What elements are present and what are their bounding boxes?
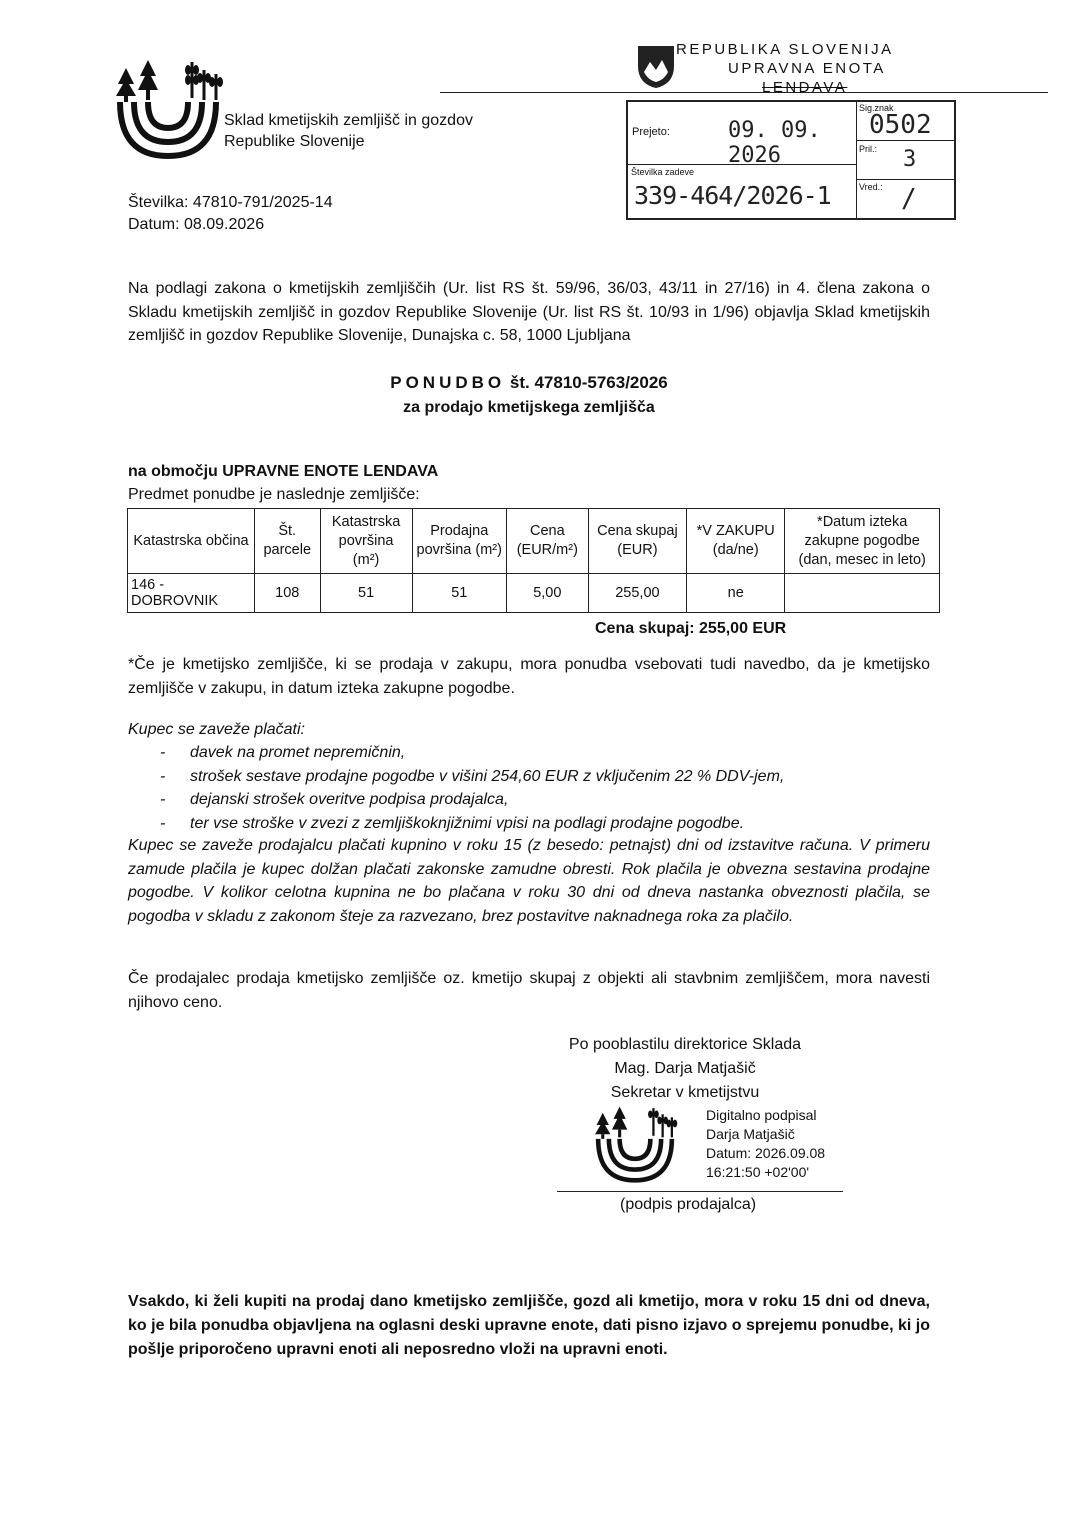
receipt-stamp	[626, 100, 956, 220]
lease-note: *Če je kmetijsko zemljišče, ki se prodaja v zakupu, mora ponudba vsebovati tudi navedbo, da je kmetijsko zemljišče v zakupu, in datum izteka zakupne pogodbe.	[128, 656, 930, 697]
stamp-cell-sig	[856, 101, 955, 141]
table-row	[128, 574, 940, 613]
total-price: Cena skupaj: 255,00 EUR	[595, 620, 787, 637]
stamp-vred-label: Vred.:	[859, 182, 883, 192]
land-table	[127, 508, 940, 613]
stamp-case-number: 339-464/2026-1	[634, 181, 831, 210]
header-divider	[440, 92, 1048, 93]
stamp-pril-label: Pril.:	[859, 144, 877, 154]
cell-sale-area: 51	[412, 574, 506, 613]
list-item: - davek na promet nepremičnin,	[160, 744, 406, 761]
buyer-obligations-list	[160, 741, 784, 835]
administrative-area: na območju UPRAVNE ENOTE LENDAVA	[128, 463, 439, 480]
authority-line2: UPRAVNA ENOTA	[728, 60, 886, 77]
objects-note: Če prodajalec prodaja kmetijsko zemljišče oz. kmetijo skupaj z objekti ali stavbnim zemljiščem, mora navesti njihovo ceno.	[128, 970, 930, 1011]
list-item: - dejanski strošek overitve podpisa prodajalca,	[160, 791, 509, 808]
coat-of-arms-icon	[636, 44, 676, 90]
stamp-cell-pril	[856, 140, 955, 180]
signature-line	[557, 1191, 843, 1192]
list-item-text: strošek sestave prodajne pogodbe v višini 254,60 EUR z vključenim 22 % DDV-jem,	[190, 767, 785, 785]
signature-name: Mag. Darja Matjašič	[614, 1060, 756, 1077]
column-header: Cena skupaj (EUR)	[588, 509, 686, 574]
column-header: *V ZAKUPU (da/ne)	[687, 509, 785, 574]
column-header: Katastrska občina	[128, 509, 255, 574]
organization-name-line2: Republike Slovenije	[224, 133, 365, 150]
offer-title	[128, 373, 930, 393]
stamp-received-date: 09. 09. 2026	[728, 118, 821, 168]
signature-line1: Po pooblastilu direktorice Sklada	[568, 1036, 802, 1053]
stamp-cell-case	[627, 164, 857, 219]
stamp-sig-label: Sig.znak	[859, 103, 894, 113]
document-reference	[128, 192, 333, 236]
authority-line1: REPUBLIKA SLOVENIJA	[676, 41, 894, 58]
signature-logo	[592, 1106, 678, 1184]
reference-number: Številka: 47810-791/2025-14	[128, 194, 333, 211]
cell-leased: ne	[687, 574, 785, 613]
authority-line3: LENDAVA	[762, 79, 848, 96]
offer-subtitle: za prodajo kmetijskega zemljišča	[403, 399, 655, 416]
organization-name-line1: Sklad kmetijskih zemljišč in gozdov	[224, 112, 473, 129]
reference-date: Datum: 08.09.2026	[128, 216, 265, 233]
list-item-text: davek na promet nepremičnin,	[190, 744, 406, 761]
stamp-cell-received	[627, 101, 857, 168]
cell-cadastral-area: 51	[320, 574, 412, 613]
digital-signature-line: Digitalno podpisal	[706, 1107, 817, 1123]
signature-caption: (podpis prodajalca)	[620, 1196, 757, 1213]
list-item: - ter vse stroške v zvezi z zemljiškoknjižnimi vpisi na podlagi prodajne pogodbe.	[160, 814, 745, 832]
stamp-case-label: Številka zadeve	[631, 167, 695, 177]
buyer-obligations-heading: Kupec se zaveže plačati:	[128, 721, 305, 738]
column-header: Katastrska površina (m²)	[320, 509, 412, 574]
cell-price-per-m2: 5,00	[506, 574, 588, 613]
final-notice: Vsakdo, ki želi kupiti na prodaj dano kmetijsko zemljišče, gozd ali kmetijo, mora v roku 15 dni od dneva, ko je bila ponudba objavljena na oglasni deski upravne enote, dati pisno izjavo o sprejemu ponudbe, ki jo pošlje priporočeno upravni enoti ali neposredno vloži na upravni enoti.	[128, 1293, 930, 1358]
signature-title: Sekretar v kmetijstvu	[610, 1084, 760, 1101]
digital-signature-line: Datum: 2026.09.08	[706, 1145, 826, 1161]
intro-paragraph: Na podlagi zakona o kmetijskih zemljiščih (Ur. list RS št. 59/96, 36/03, 43/11 in 27/16) in 4. člena zakona o Skladu kmetijskih zemljišč in gozdov Republike Slovenije (Ur. list RS št. 10/93 in 1/96) objavlja Sklad kmetijskih zemljišč in gozdov Republike Slovenije, Dunajska c. 58, 1000 Ljubljana	[128, 280, 930, 344]
cell-total-price: 255,00	[588, 574, 686, 613]
column-header: Prodajna površina (m²)	[412, 509, 506, 574]
cell-cadastral-municipality: 146 - DOBROVNIK	[128, 574, 255, 613]
payment-terms: Kupec se zaveže prodajalcu plačati kupnino v roku 15 (z besedo: petnajst) dni od izstavitve računa. V primeru zamude plačila je kupec dolžan plačati zakonske zamudne obresti. Rok plačila je obvezna sestavina prodajne pogodbe. V kolikor celotna kupnina ne bo plačana v roku 30 dni od dneva nastanka obveznosti plačila, se pogodba v skladu z zakonom šteje za razvezano, brez postavitve naknadnega roka za plačilo.	[128, 837, 930, 925]
fund-logo	[112, 60, 224, 160]
stamp-received-label: Prejeto:	[632, 126, 670, 138]
stamp-sig-value: 0502	[869, 110, 932, 140]
digital-signature	[706, 1106, 825, 1182]
signature-block	[555, 1033, 815, 1105]
column-header: *Datum izteka zakupne pogodbe (dan, mesec in leto)	[785, 509, 940, 574]
offer-title-word: PONUDBO	[390, 373, 506, 392]
digital-signature-line: Darja Matjašič	[706, 1126, 795, 1142]
cell-parcel-number: 108	[254, 574, 320, 613]
cell-lease-end-date	[785, 574, 940, 613]
stamp-pril-value: 3	[903, 147, 917, 172]
list-item-text: ter vse stroške v zvezi z zemljiškoknjižnimi vpisi na podlagi prodajne pogodbe.	[190, 814, 745, 832]
column-header: Cena (EUR/m²)	[506, 509, 588, 574]
authority-header	[676, 40, 894, 97]
list-item: - strošek sestave prodajne pogodbe v višini 254,60 EUR z vključenim 22 % DDV-jem,	[160, 767, 785, 785]
stamp-cell-vred	[856, 179, 955, 219]
list-item-text: dejanski strošek overitve podpisa prodajalca,	[190, 791, 509, 808]
digital-signature-line: 16:21:50 +02'00'	[706, 1164, 810, 1180]
table-header-row	[128, 509, 940, 574]
stamp-vred-value: /	[901, 184, 917, 214]
organization-name	[224, 110, 473, 152]
offer-subject: Predmet ponudbe je naslednje zemljišče:	[128, 486, 420, 503]
offer-title-number: št. 47810-5763/2026	[509, 373, 668, 392]
column-header: Št. parcele	[254, 509, 320, 574]
